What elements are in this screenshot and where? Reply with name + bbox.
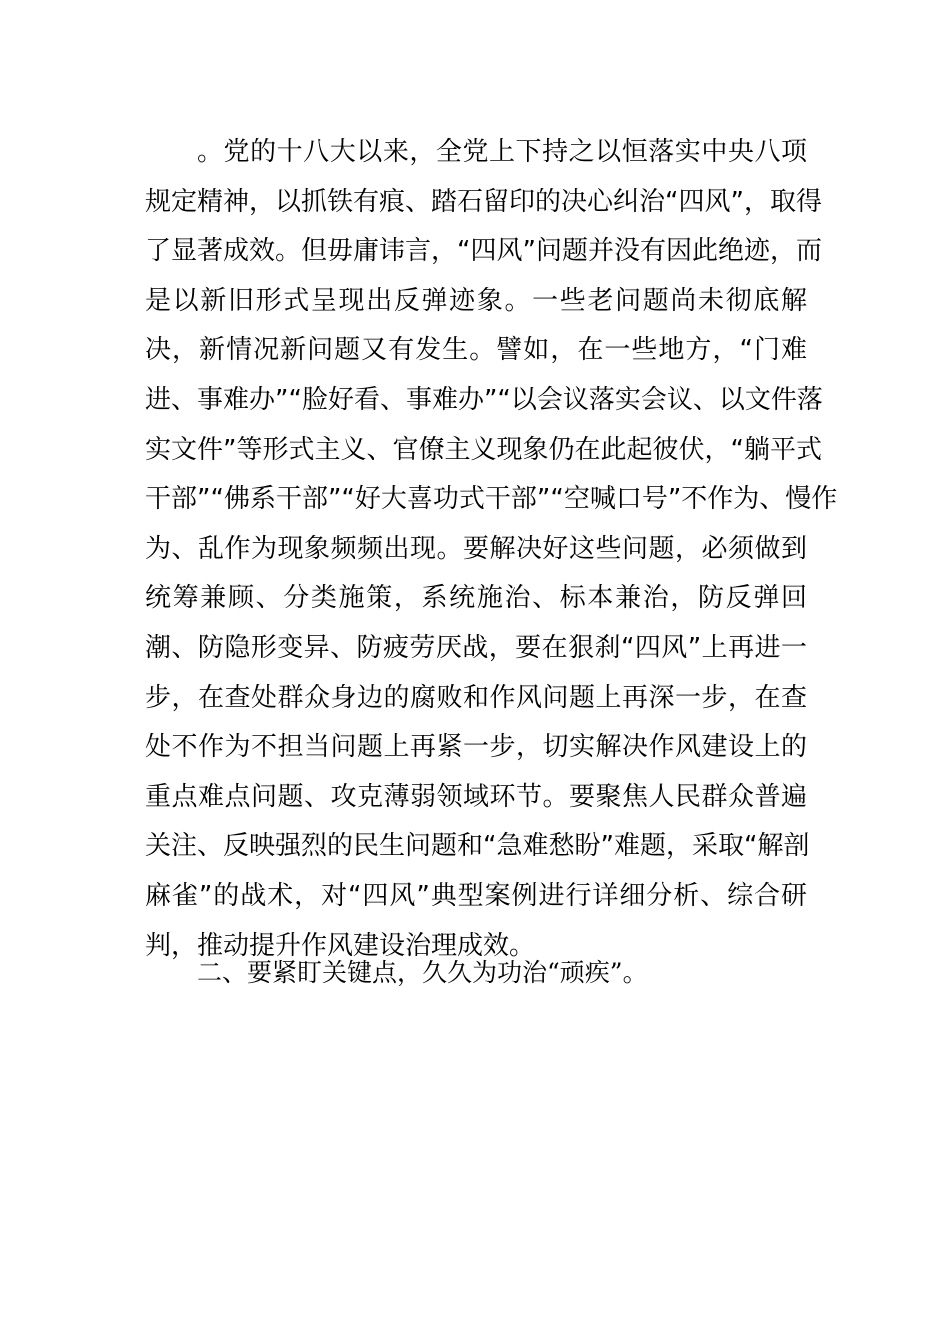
paragraph-line: 重点难点问题、攻克薄弱领域环节。要聚焦人民群众普遍 — [145, 781, 807, 812]
paragraph-line: 步，在查处群众身边的腐败和作风问题上再深一步，在查 — [145, 682, 807, 713]
body-paragraph — [145, 128, 838, 971]
paragraph-line: 。党的十八大以来，全党上下持之以恒落实中央八项 — [197, 137, 807, 167]
paragraph-line: 实文件”等形式主义、官僚主义现象仍在此起彼伏，“躺平式 — [145, 434, 822, 465]
section-heading: 二、要紧盯关键点，久久为功治“顽疾”。 — [197, 958, 648, 987]
paragraph-line: 了显著成效。但毋庸讳言，“四风”问题并没有因此绝迹，而 — [145, 236, 822, 267]
paragraph-line: 统筹兼顾、分类施策，系统施治、标本兼治，防反弹回 — [145, 583, 807, 614]
paragraph-line: 处不作为不担当问题上再紧一步，切实解决作风建设上的 — [145, 732, 807, 763]
paragraph-line: 进、事难办”“脸好看、事难办”“以会议落实会议、以文件落 — [145, 384, 823, 415]
paragraph-line: 判，推动提升作风建设治理成效。 — [145, 930, 536, 961]
paragraph-line: 潮、防隐形变异、防疲劳厌战，要在狠刹“四风”上再进一 — [145, 632, 807, 663]
paragraph-line: 麻雀”的战术，对“四风”典型案例进行详细分析、综合研 — [145, 880, 807, 911]
paragraph-line: 为、乱作为现象频频出现。要解决好这些问题，必须做到 — [145, 533, 807, 564]
paragraph-line: 关注、反映强烈的民生问题和“急难愁盼”难题，采取“解剖 — [145, 831, 810, 862]
paragraph-line: 干部”“佛系干部”“好大喜功式干部”“空喊口号”不作为、慢作 — [145, 484, 838, 515]
paragraph-line: 决，新情况新问题又有发生。譬如，在一些地方，“门难 — [145, 335, 807, 366]
paragraph-line: 是以新旧形式呈现出反弹迹象。一些老问题尚未彻底解 — [145, 285, 807, 316]
paragraph-line: 规定精神，以抓铁有痕、踏石留印的决心纠治“四风”，取得 — [145, 186, 822, 217]
